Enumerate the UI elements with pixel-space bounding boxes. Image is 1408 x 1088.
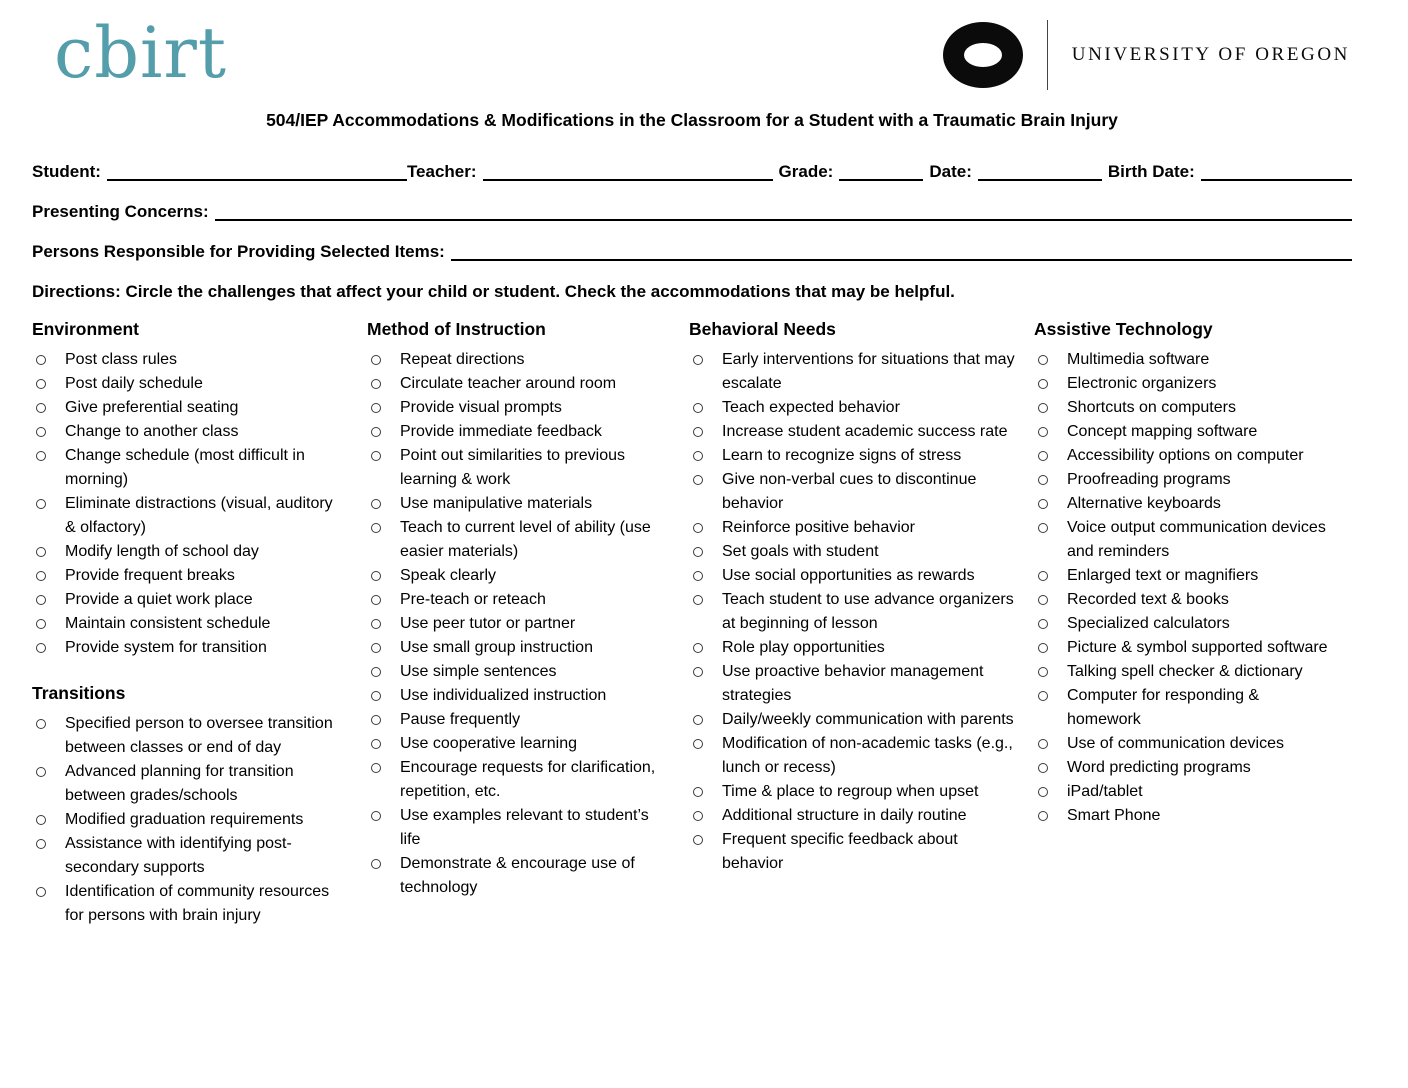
- checklist-item: [1034, 468, 1332, 492]
- circle-bullet-icon: [693, 571, 703, 581]
- circle-bullet-icon: [371, 643, 381, 653]
- checklist-item: [32, 372, 341, 396]
- circle-bullet-icon: [693, 427, 703, 437]
- item-label: Smart Phone: [1067, 807, 1161, 824]
- section-method-of-instruction: [367, 319, 673, 900]
- student-label: Student:: [32, 162, 101, 181]
- circle-bullet-icon: [693, 787, 703, 797]
- checklist-item: [32, 348, 341, 372]
- item-label: Teach expected behavior: [722, 399, 900, 416]
- circle-bullet-icon: [693, 595, 703, 605]
- circle-bullet-icon: [693, 667, 703, 677]
- item-label: Pause frequently: [400, 711, 521, 728]
- item-label: Multimedia software: [1067, 351, 1210, 368]
- item-label: Voice output communication devices and reminders: [1067, 519, 1326, 560]
- circle-bullet-icon: [693, 547, 703, 557]
- section-heading: Environment: [32, 319, 139, 339]
- item-label: Role play opportunities: [722, 639, 885, 656]
- circle-bullet-icon: [693, 451, 703, 461]
- item-label: Time & place to regroup when upset: [722, 783, 979, 800]
- item-label: Maintain consistent schedule: [65, 615, 271, 632]
- circle-bullet-icon: [371, 427, 381, 437]
- checklist-item: [1034, 612, 1332, 636]
- checklist-item: [689, 660, 1018, 708]
- item-label: Recorded text & books: [1067, 591, 1229, 608]
- circle-bullet-icon: [1038, 427, 1048, 437]
- checklist-item: [32, 492, 341, 540]
- item-label: Use examples relevant to student’s life: [400, 807, 649, 848]
- item-label: Picture & symbol supported software: [1067, 639, 1328, 656]
- item-label: Change schedule (most difficult in morning): [65, 447, 305, 488]
- circle-bullet-icon: [371, 403, 381, 413]
- section-behavioral-needs: [689, 319, 1018, 876]
- item-label: Specialized calculators: [1067, 615, 1230, 632]
- checklist-item: [1034, 396, 1332, 420]
- uo-logo-divider: [1047, 20, 1048, 90]
- circle-bullet-icon: [36, 427, 46, 437]
- checklist-item: [367, 420, 673, 444]
- section-environment: [32, 319, 341, 660]
- checklist-item: [32, 808, 341, 832]
- checklist-item: [32, 880, 341, 928]
- checklist-item: [367, 756, 673, 804]
- checklist-item: [367, 588, 673, 612]
- checklist-item: [367, 372, 673, 396]
- checklist-item: [367, 348, 673, 372]
- checklist-item: [32, 712, 341, 760]
- checklist-item: [367, 492, 673, 516]
- circle-bullet-icon: [693, 739, 703, 749]
- item-label: Use peer tutor or partner: [400, 615, 576, 632]
- item-label: Frequent specific feedback about behavior: [722, 831, 958, 872]
- checklist-item: [689, 588, 1018, 636]
- circle-bullet-icon: [693, 523, 703, 533]
- student-blank: [107, 167, 407, 181]
- circle-bullet-icon: [1038, 379, 1048, 389]
- item-label: iPad/tablet: [1067, 783, 1143, 800]
- item-label: Use proactive behavior management strategies: [722, 663, 984, 704]
- item-label: Modified graduation requirements: [65, 811, 304, 828]
- checklist-item: [689, 540, 1018, 564]
- item-label: Post class rules: [65, 351, 178, 368]
- student-info-row: [32, 161, 1352, 182]
- item-label: Point out similarities to previous learning & work: [400, 447, 625, 488]
- checklist-items: [32, 348, 341, 660]
- circle-bullet-icon: [1038, 451, 1048, 461]
- presenting-concerns-blank: [215, 207, 1352, 221]
- circle-bullet-icon: [1038, 691, 1048, 701]
- cbirt-logo: cbirt: [54, 12, 227, 94]
- section-heading: Transitions: [32, 683, 126, 703]
- checklist-item: [367, 804, 673, 852]
- circle-bullet-icon: [1038, 403, 1048, 413]
- grade-label: Grade:: [778, 162, 834, 181]
- circle-bullet-icon: [693, 475, 703, 485]
- circle-bullet-icon: [371, 739, 381, 749]
- checklist-item: [689, 708, 1018, 732]
- circle-bullet-icon: [1038, 523, 1048, 533]
- circle-bullet-icon: [1038, 739, 1048, 749]
- item-label: Use small group instruction: [400, 639, 593, 656]
- item-label: Use manipulative materials: [400, 495, 593, 512]
- item-label: Provide visual prompts: [400, 399, 562, 416]
- circle-bullet-icon: [1038, 475, 1048, 485]
- circle-bullet-icon: [371, 379, 381, 389]
- item-label: Use simple sentences: [400, 663, 557, 680]
- circle-bullet-icon: [1038, 787, 1048, 797]
- teacher-label: Teacher:: [406, 162, 477, 181]
- directions-text: Directions: Circle the challenges that affect your child or student. Check the accommodations that may be helpful.: [32, 282, 955, 301]
- checklist-item: [689, 516, 1018, 540]
- checklist-items: [689, 348, 1018, 876]
- item-label: Teach to current level of ability (use easier materials): [400, 519, 651, 560]
- item-label: Pre-teach or reteach: [400, 591, 546, 608]
- circle-bullet-icon: [371, 523, 381, 533]
- presenting-concerns-row: [32, 201, 1352, 222]
- checklist-item: [367, 444, 673, 492]
- item-label: Electronic organizers: [1067, 375, 1217, 392]
- item-label: Provide frequent breaks: [65, 567, 235, 584]
- checklist-item: [367, 612, 673, 636]
- item-label: Change to another class: [65, 423, 239, 440]
- section-heading: Behavioral Needs: [689, 319, 836, 339]
- circle-bullet-icon: [371, 691, 381, 701]
- item-label: Repeat directions: [400, 351, 525, 368]
- checklist-item: [1034, 444, 1332, 468]
- circle-bullet-icon: [1038, 763, 1048, 773]
- section-assistive-technology: [1034, 319, 1332, 828]
- checklist-grid: [32, 319, 1352, 928]
- birth-date-blank: [1201, 167, 1352, 181]
- item-label: Concept mapping software: [1067, 423, 1258, 440]
- checklist-item: [1034, 420, 1332, 444]
- circle-bullet-icon: [1038, 355, 1048, 365]
- item-label: Identification of community resources for persons with brain injury: [65, 883, 330, 924]
- checklist-item: [367, 564, 673, 588]
- circle-bullet-icon: [371, 715, 381, 725]
- checklist-item: [1034, 756, 1332, 780]
- checklist-item: [1034, 684, 1332, 732]
- item-label: Daily/weekly communication with parents: [722, 711, 1014, 728]
- item-label: Provide immediate feedback: [400, 423, 602, 440]
- checklist-item: [367, 636, 673, 660]
- circle-bullet-icon: [1038, 571, 1048, 581]
- checklist-item: [1034, 372, 1332, 396]
- checklist-items: [32, 712, 341, 928]
- checklist-item: [689, 396, 1018, 420]
- checklist-item: [367, 516, 673, 564]
- circle-bullet-icon: [36, 643, 46, 653]
- checklist-item: [1034, 804, 1332, 828]
- section-heading: Method of Instruction: [367, 319, 546, 339]
- circle-bullet-icon: [693, 811, 703, 821]
- item-label: Use cooperative learning: [400, 735, 577, 752]
- circle-bullet-icon: [36, 619, 46, 629]
- item-label: Provide a quiet work place: [65, 591, 253, 608]
- checklist-item: [1034, 588, 1332, 612]
- circle-bullet-icon: [1038, 619, 1048, 629]
- checklist-column-2: [367, 319, 689, 900]
- checklist-item: [32, 760, 341, 808]
- checklist-item: [367, 708, 673, 732]
- circle-bullet-icon: [371, 619, 381, 629]
- university-of-oregon-logo: [943, 20, 1350, 90]
- circle-bullet-icon: [371, 499, 381, 509]
- checklist-item: [1034, 564, 1332, 588]
- circle-bullet-icon: [36, 719, 46, 729]
- checklist-item: [32, 420, 341, 444]
- checklist-column-4: [1034, 319, 1352, 828]
- circle-bullet-icon: [36, 499, 46, 509]
- item-label: Modification of non-academic tasks (e.g., lunch or recess): [722, 735, 1013, 776]
- date-label: Date:: [929, 162, 972, 181]
- item-label: Learn to recognize signs of stress: [722, 447, 962, 464]
- circle-bullet-icon: [371, 571, 381, 581]
- circle-bullet-icon: [371, 595, 381, 605]
- circle-bullet-icon: [1038, 499, 1048, 509]
- grade-blank: [839, 167, 923, 181]
- checklist-item: [32, 564, 341, 588]
- checklist-item: [1034, 660, 1332, 684]
- circle-bullet-icon: [371, 763, 381, 773]
- item-label: Accessibility options on computer: [1067, 447, 1304, 464]
- circle-bullet-icon: [1038, 643, 1048, 653]
- item-label: Increase student academic success rate: [722, 423, 1008, 440]
- circle-bullet-icon: [693, 643, 703, 653]
- checklist-item: [367, 660, 673, 684]
- item-label: Reinforce positive behavior: [722, 519, 915, 536]
- item-label: Post daily schedule: [65, 375, 203, 392]
- persons-responsible-row: [32, 241, 1352, 262]
- item-label: Proofreading programs: [1067, 471, 1231, 488]
- item-label: Early interventions for situations that may escalate: [722, 351, 1015, 392]
- item-label: Shortcuts on computers: [1067, 399, 1236, 416]
- checklist-column-1: [32, 319, 367, 928]
- item-label: Computer for responding & homework: [1067, 687, 1260, 728]
- directions-row: [32, 281, 1352, 302]
- circle-bullet-icon: [1038, 811, 1048, 821]
- circle-bullet-icon: [36, 451, 46, 461]
- header: [32, 12, 1352, 94]
- checklist-item: [32, 540, 341, 564]
- circle-bullet-icon: [36, 595, 46, 605]
- item-label: Give non-verbal cues to discontinue behavior: [722, 471, 977, 512]
- circle-bullet-icon: [371, 451, 381, 461]
- checklist-item: [689, 444, 1018, 468]
- item-label: Use of communication devices: [1067, 735, 1284, 752]
- circle-bullet-icon: [371, 355, 381, 365]
- checklist-item: [1034, 348, 1332, 372]
- page-title: 504/IEP Accommodations & Modifications in the Classroom for a Student with a Traumatic Brain Injury: [266, 110, 1118, 130]
- persons-responsible-label: Persons Responsible for Providing Selected Items:: [32, 242, 445, 261]
- item-label: Word predicting programs: [1067, 759, 1251, 776]
- date-blank: [978, 167, 1102, 181]
- checklist-item: [689, 732, 1018, 780]
- circle-bullet-icon: [36, 815, 46, 825]
- checklist-item: [689, 468, 1018, 516]
- item-label: Speak clearly: [400, 567, 497, 584]
- checklist-item: [689, 420, 1018, 444]
- circle-bullet-icon: [693, 715, 703, 725]
- birth-date-label: Birth Date:: [1107, 162, 1195, 181]
- item-label: Talking spell checker & dictionary: [1067, 663, 1303, 680]
- circle-bullet-icon: [371, 859, 381, 869]
- item-label: Demonstrate & encourage use of technology: [400, 855, 635, 896]
- circle-bullet-icon: [693, 355, 703, 365]
- item-label: Provide system for transition: [65, 639, 267, 656]
- uo-o-icon: [943, 22, 1023, 88]
- item-label: Alternative keyboards: [1067, 495, 1221, 512]
- circle-bullet-icon: [36, 767, 46, 777]
- persons-responsible-blank: [451, 247, 1352, 261]
- checklist-item: [1034, 732, 1332, 756]
- checklist-item: [1034, 516, 1332, 564]
- checklist-item: [32, 588, 341, 612]
- checklist-item: [689, 780, 1018, 804]
- item-label: Modify length of school day: [65, 543, 259, 560]
- checklist-column-3: [689, 319, 1034, 876]
- item-label: Encourage requests for clarification, repetition, etc.: [400, 759, 656, 800]
- circle-bullet-icon: [36, 547, 46, 557]
- item-label: Advanced planning for transition between grades/schools: [65, 763, 294, 804]
- checklist-item: [367, 852, 673, 900]
- circle-bullet-icon: [1038, 667, 1048, 677]
- checklist-item: [689, 804, 1018, 828]
- checklist-item: [689, 564, 1018, 588]
- checklist-item: [367, 732, 673, 756]
- section-transitions: [32, 683, 341, 928]
- item-label: Use individualized instruction: [400, 687, 607, 704]
- circle-bullet-icon: [36, 355, 46, 365]
- circle-bullet-icon: [36, 403, 46, 413]
- item-label: Assistance with identifying post-secondary supports: [65, 835, 292, 876]
- item-label: Set goals with student: [722, 543, 879, 560]
- circle-bullet-icon: [371, 811, 381, 821]
- uo-wordmark: UNIVERSITY OF OREGON: [1071, 44, 1350, 65]
- item-label: Specified person to oversee transition between classes or end of day: [65, 715, 333, 756]
- checklist-item: [32, 832, 341, 880]
- circle-bullet-icon: [371, 667, 381, 677]
- checklist-item: [1034, 636, 1332, 660]
- item-label: Circulate teacher around room: [400, 375, 617, 392]
- circle-bullet-icon: [693, 835, 703, 845]
- checklist-item: [32, 612, 341, 636]
- circle-bullet-icon: [1038, 595, 1048, 605]
- circle-bullet-icon: [36, 571, 46, 581]
- circle-bullet-icon: [693, 403, 703, 413]
- checklist-item: [32, 636, 341, 660]
- checklist-item: [367, 684, 673, 708]
- checklist-item: [32, 444, 341, 492]
- circle-bullet-icon: [36, 379, 46, 389]
- checklist-item: [1034, 780, 1332, 804]
- item-label: Give preferential seating: [65, 399, 239, 416]
- checklist-item: [1034, 492, 1332, 516]
- item-label: Teach student to use advance organizers at beginning of lesson: [722, 591, 1014, 632]
- circle-bullet-icon: [36, 839, 46, 849]
- presenting-concerns-label: Presenting Concerns:: [32, 202, 209, 221]
- checklist-items: [1034, 348, 1332, 828]
- checklist-item: [689, 636, 1018, 660]
- checklist-item: [689, 348, 1018, 396]
- item-label: Enlarged text or magnifiers: [1067, 567, 1259, 584]
- checklist-item: [32, 396, 341, 420]
- item-label: Eliminate distractions (visual, auditory & olfactory): [65, 495, 333, 536]
- item-label: Additional structure in daily routine: [722, 807, 967, 824]
- checklist-item: [367, 396, 673, 420]
- item-label: Use social opportunities as rewards: [722, 567, 975, 584]
- checklist-items: [367, 348, 673, 900]
- teacher-blank: [483, 167, 773, 181]
- circle-bullet-icon: [36, 887, 46, 897]
- section-heading: Assistive Technology: [1034, 319, 1213, 339]
- checklist-item: [689, 828, 1018, 876]
